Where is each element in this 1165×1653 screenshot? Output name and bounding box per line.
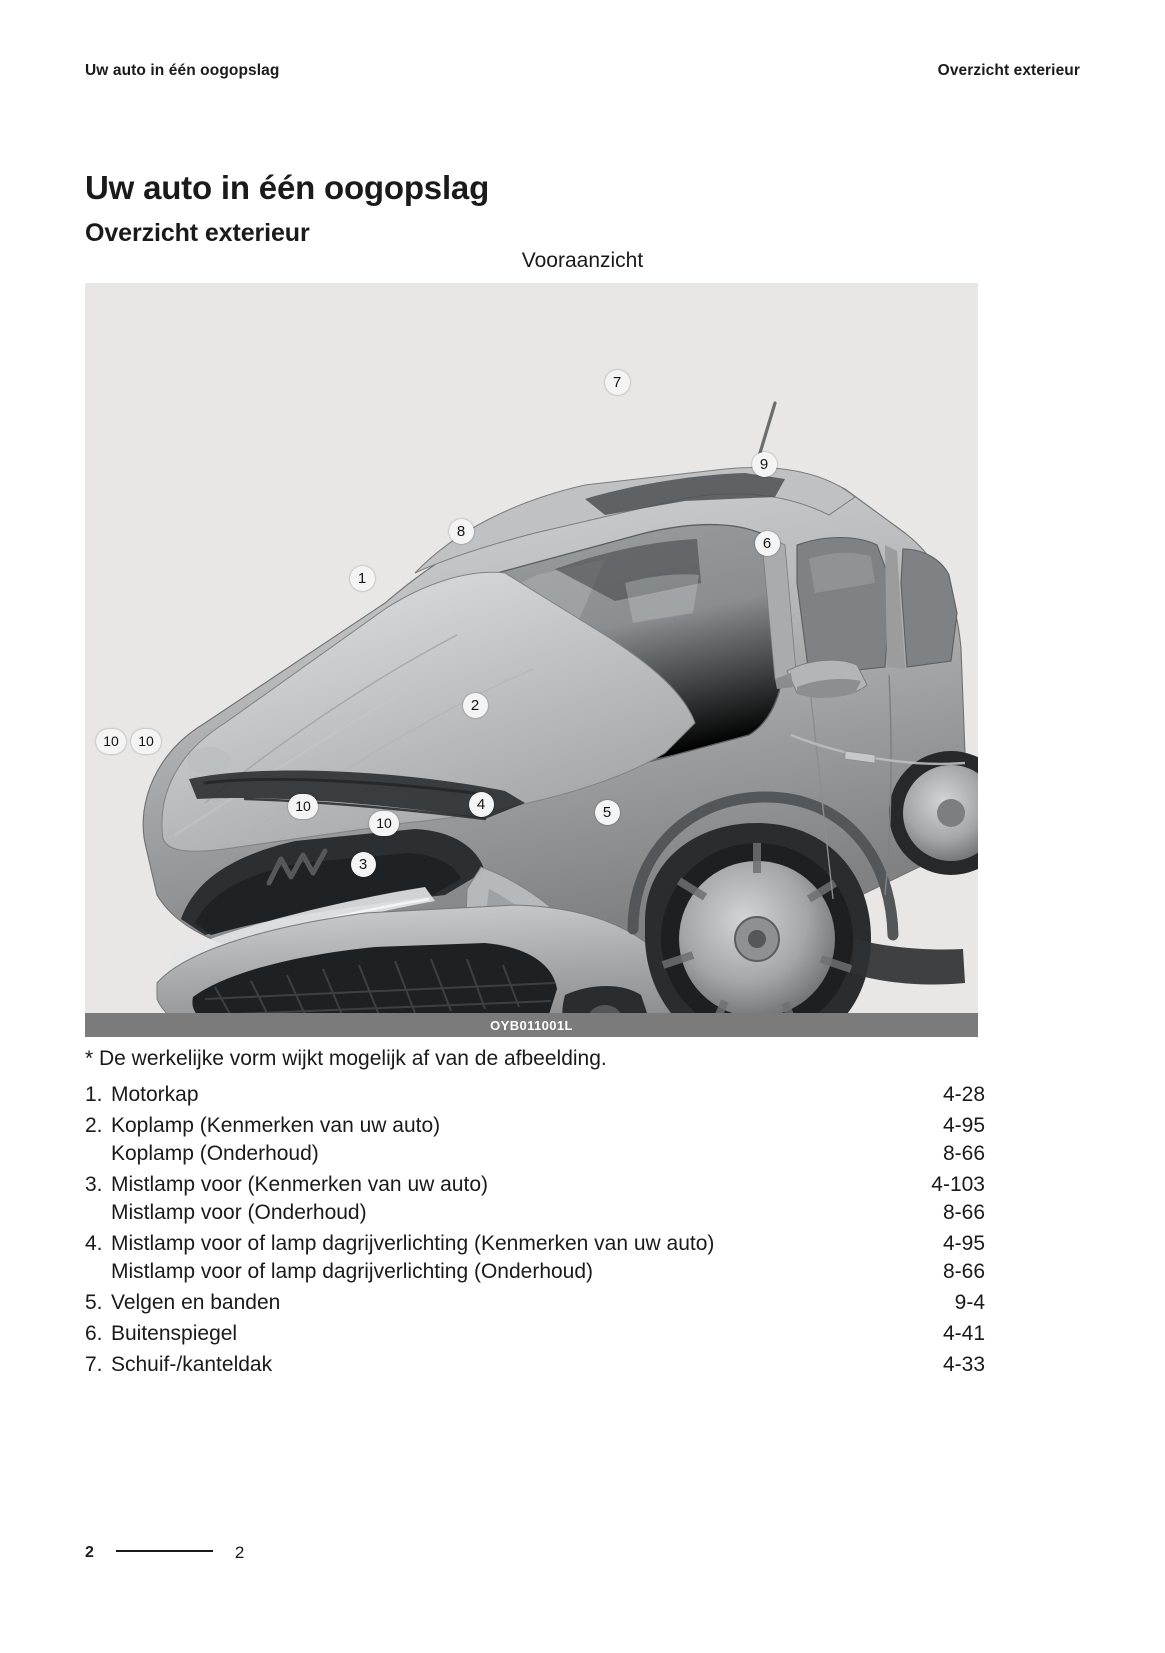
parts-list-row [85,1173,985,1197]
callout-marker-9: 9 [752,452,777,477]
parts-list-label: Mistlamp voor (Onderhoud) [111,1201,367,1224]
parts-list-row [85,1232,985,1256]
callout-marker-10: 10 [288,794,318,819]
running-header-left: Uw auto in één oogopslag [85,62,280,79]
callout-marker-1: 1 [350,566,375,591]
parts-list-row [85,1114,985,1138]
parts-list-row [85,1260,985,1284]
callout-marker-4: 4 [469,792,494,817]
parts-reference-list [85,1083,985,1384]
parts-list-number: 7. [85,1353,103,1376]
callout-marker-2: 2 [463,693,488,718]
figure-stage [85,283,978,1037]
page-footer [85,1543,244,1563]
parts-list-page-ref: 4-41 [942,1322,985,1345]
parts-list-label: Koplamp (Kenmerken van uw auto) [111,1114,441,1137]
figure-image-id: OYB011001L [490,1017,573,1033]
parts-list-page-ref: 8-66 [942,1201,985,1224]
running-header-right: Overzicht exterieur [937,62,1080,79]
parts-list-page-ref: 9-4 [954,1291,985,1314]
parts-list-label: Mistlamp voor of lamp dagrijverlichting (Kenmerken van uw auto) [111,1232,715,1255]
figure-image-id-bar [85,1013,978,1037]
callout-marker-5: 5 [595,800,620,825]
parts-list-row [85,1322,985,1346]
parts-list-page-ref: 4-95 [942,1114,985,1137]
parts-list-row [85,1083,985,1107]
callout-marker-8: 8 [449,519,474,544]
callout-marker-7: 7 [605,370,630,395]
parts-list-row [85,1142,985,1166]
parts-list-page-ref: 4-103 [931,1173,985,1196]
callout-marker-6: 6 [755,531,780,556]
parts-list-label: Schuif-/kanteldak [111,1353,273,1376]
chapter-title: Uw auto in één oogopslag [85,169,490,207]
parts-list-number: 5. [85,1291,103,1314]
parts-list-label: Buitenspiegel [111,1322,238,1345]
callout-marker-10: 10 [369,811,399,836]
parts-list-number: 6. [85,1322,103,1345]
callout-marker-3: 3 [351,852,376,877]
parts-list-label: Mistlamp voor (Kenmerken van uw auto) [111,1173,488,1196]
parts-list-page-ref: 4-95 [942,1232,985,1255]
parts-list-label: Mistlamp voor of lamp dagrijverlichting (Onderhoud) [111,1260,594,1283]
parts-list-label: Velgen en banden [111,1291,281,1314]
parts-list-page-ref: 8-66 [942,1142,985,1165]
figure-caption: Vooraanzicht [521,249,644,272]
parts-list-label: Motorkap [111,1083,199,1106]
folio-rule [116,1550,213,1552]
folio-number-right: 2 [234,1543,245,1562]
parts-list-page-ref: 4-28 [942,1083,985,1106]
parts-list-page-ref: 8-66 [942,1260,985,1283]
parts-list-number: 2. [85,1114,103,1137]
running-header [85,62,1080,80]
folio-number-left: 2 [85,1544,94,1561]
parts-list-number: 1. [85,1083,103,1106]
parts-list-page-ref: 4-33 [942,1353,985,1376]
parts-list-number: 3. [85,1173,103,1196]
car-front-view-illustration [85,283,978,1037]
parts-list-label: Koplamp (Onderhoud) [111,1142,319,1165]
section-title: Overzicht exterieur [85,218,310,247]
parts-list-row [85,1291,985,1315]
callout-marker-10: 10 [96,729,126,754]
figure-footnote: * De werkelijke vorm wijkt mogelijk af van de afbeelding. [85,1047,607,1070]
parts-list-row [85,1353,985,1377]
vehicle-front-view-figure [85,283,978,1037]
parts-list-number: 4. [85,1232,103,1255]
callout-marker-10: 10 [131,729,161,754]
parts-list-row [85,1201,985,1225]
front-wheel [645,823,871,1037]
